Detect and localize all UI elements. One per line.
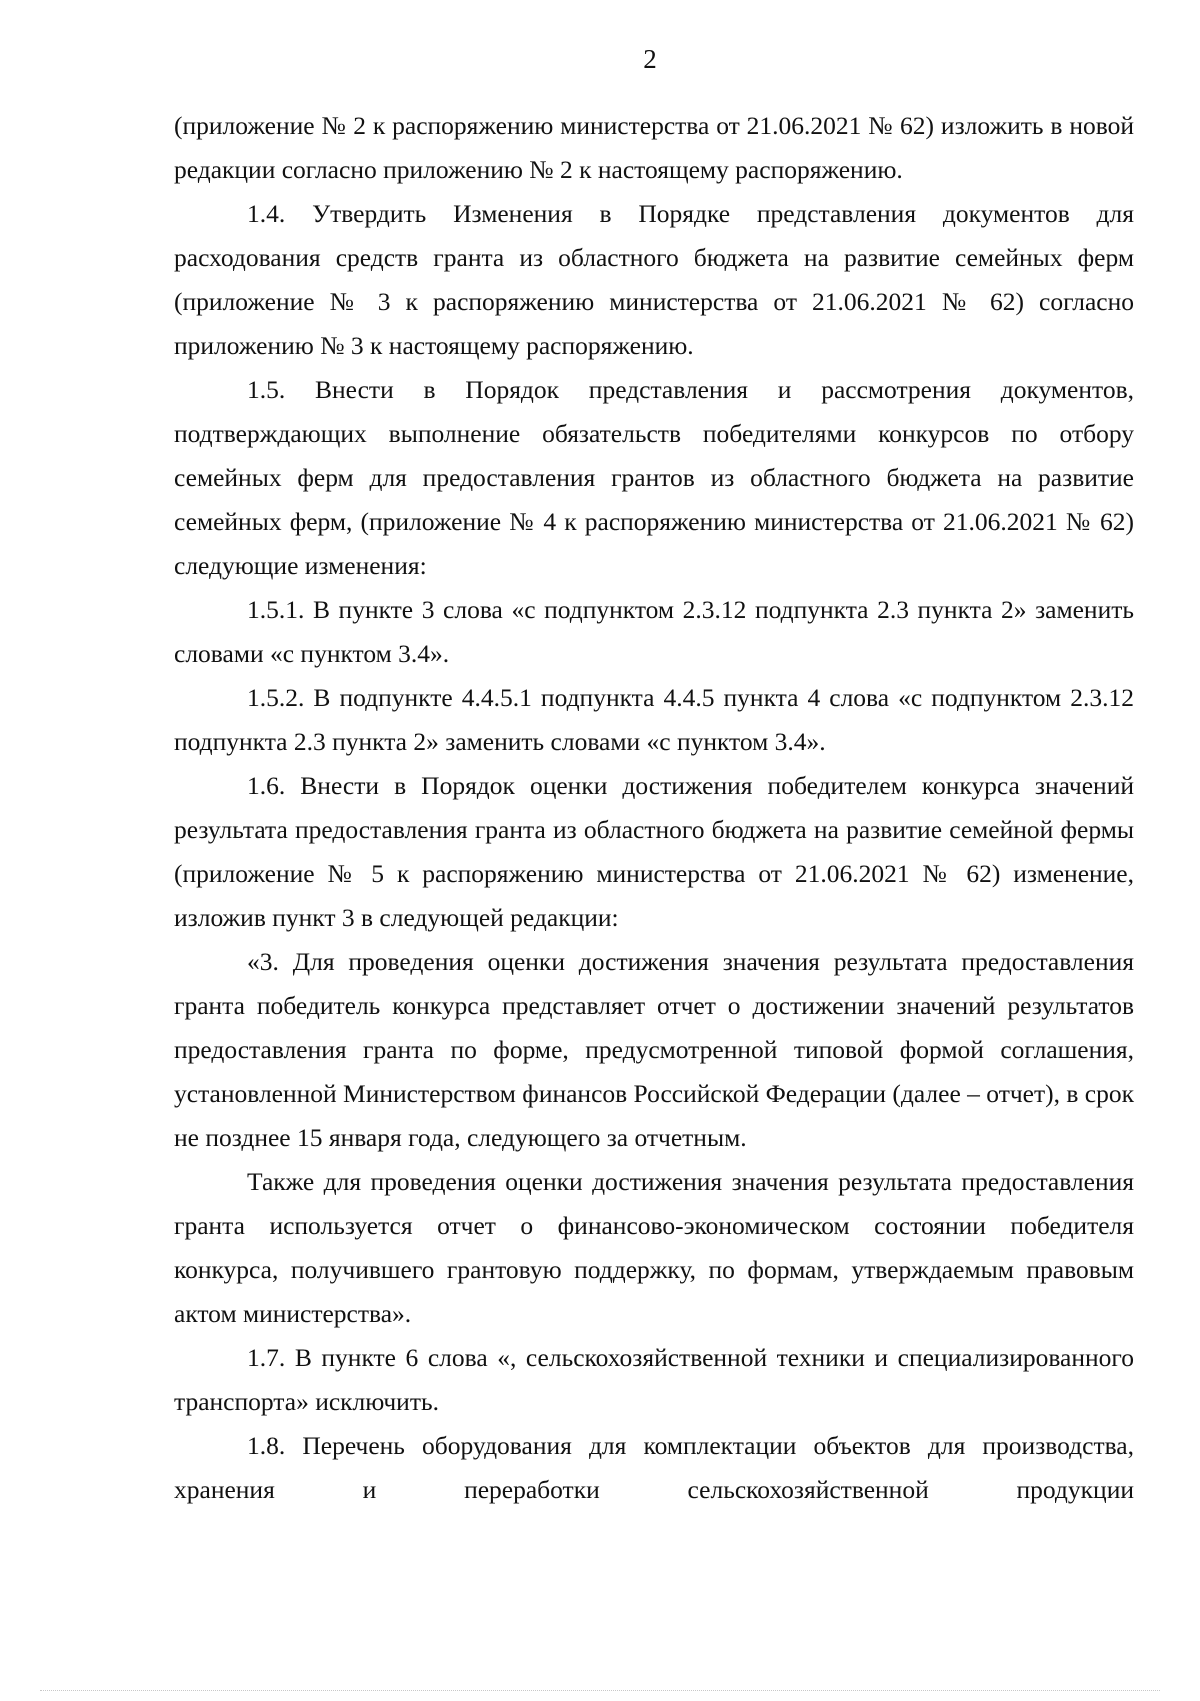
paragraph-quote-3: «3. Для проведения оценки достижения значения результата предоставления гранта победитель конкурса представляет отчет о достижении значений результатов предоставления гранта по форме, предусмотренной типовой формой соглашения, установленной Министерством финансов Российской Федерации (далее – отчет), в срок не позднее 15 января года, следующего за отчетным. [174, 947, 1134, 1152]
page-number: 2 [643, 44, 657, 74]
document-body [174, 104, 1134, 1512]
paragraph-1-5-2: 1.5.2. В подпункте 4.4.5.1 подпункта 4.4.5 пункта 4 слова «с подпунктом 2.3.12 подпункта 2.3 пункта 2» заменить словами «с пунктом 3.4». [174, 683, 1134, 756]
paragraph-1-6: 1.6. Внести в Порядок оценки достижения победителем конкурса значений результата предоставления гранта из областного бюджета на развитие семейной фермы (приложение № 5 к распоряжению министерства от 21.06.2021 № 62) изменение, изложив пункт 3 в следующей редакции: [174, 771, 1134, 932]
paragraph-1-4: 1.4. Утвердить Изменения в Порядке представления документов для расходования средств гранта из областного бюджета на развитие семейных ферм (приложение № 3 к распоряжению министерства от 21.06.2021 № 62) согласно приложению № 3 к настоящему распоряжению. [174, 199, 1134, 360]
paragraph-1-5-1: 1.5.1. В пункте 3 слова «с подпунктом 2.3.12 подпункта 2.3 пункта 2» заменить словами «с пунктом 3.4». [174, 595, 1134, 668]
scan-artifact-line [40, 1690, 1160, 1693]
paragraph-continuation: (приложение № 2 к распоряжению министерства от 21.06.2021 № 62) изложить в новой редакции согласно приложению № 2 к настоящему распоряжению. [174, 111, 1134, 184]
paragraph-1-5: 1.5. Внести в Порядок представления и рассмотрения документов, подтверждающих выполнение обязательств победителями конкурсов по отбору семейных ферм для предоставления грантов из областного бюджета на развитие семейных ферм, (приложение № 4 к распоряжению министерства от 21.06.2021 № 62) следующие изменения: [174, 375, 1134, 580]
paragraph-1-8: 1.8. Перечень оборудования для комплектации объектов для производства, хранения и переработки сельскохозяйственной продукции [174, 1431, 1134, 1504]
paragraph-also: Также для проведения оценки достижения значения результата предоставления гранта используется отчет о финансово-экономическом состоянии победителя конкурса, получившего грантовую поддержку, по формам, утверждаемым правовым актом министерства». [174, 1167, 1134, 1328]
paragraph-1-7: 1.7. В пункте 6 слова «, сельскохозяйственной техники и специализированного транспорта» исключить. [174, 1343, 1134, 1416]
